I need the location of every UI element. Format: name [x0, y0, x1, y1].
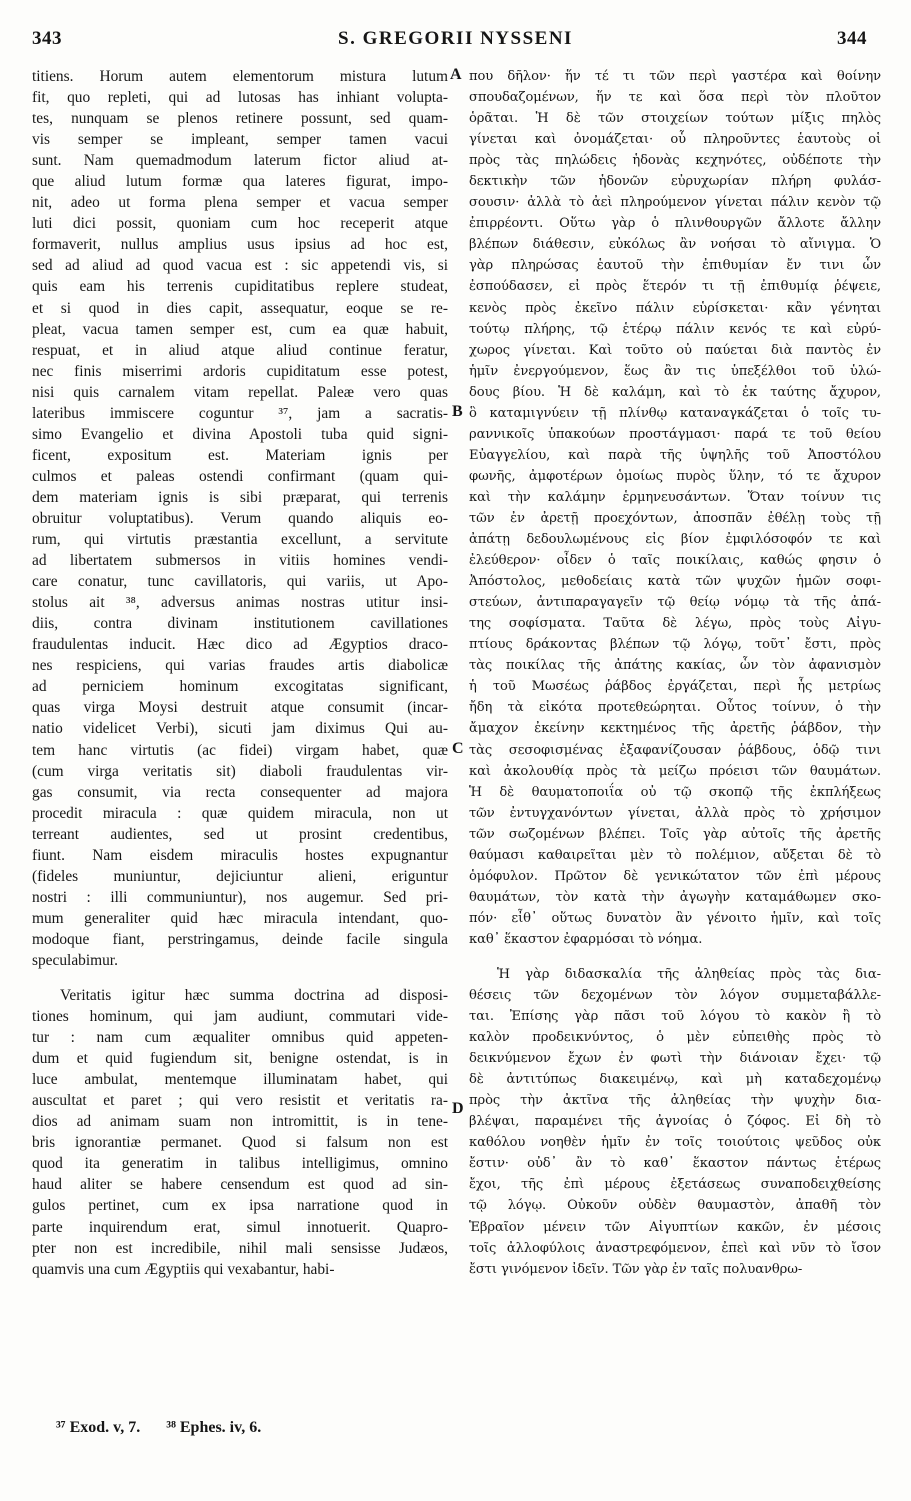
text-line: ficent, expositum est. Materiam ignis per [32, 446, 448, 464]
text-line: rum, qui virtutis præstantia excellunt, a servitute [32, 531, 448, 549]
text-line: sunt. Nam quemadmodum laterum fictor aliud at- [32, 152, 448, 170]
text-line: stolus ait ³⁸, adversus animas nostras utitur insi- [32, 594, 448, 612]
text-line: nit, adeo ut forma plena semper et vacua semper [32, 194, 448, 212]
text-line: haud aliter se habere censendum est quod ad sin- [32, 1176, 448, 1194]
text-line: tur : nam cum æqualiter omnibus quid appeten- [32, 1029, 448, 1047]
text-line: σουσιν· ἀλλὰ τὸ ἀεὶ πληρούμενον γίνεται πάλιν κενὸν τῷ [469, 195, 881, 211]
greek-paragraph-2 [469, 964, 881, 1280]
text-line: ται. Ἐπίσης γὰρ πᾶσι τοῦ λόγου τὸ κακὸν ἢ τὸ [469, 1009, 881, 1025]
text-line: βλέψαι, παραμένει τῆς ἀγνοίας ὁ ζόφος. Εἰ δὴ τὸ [469, 1114, 881, 1130]
text-line: καλὸν προδεικνύντος, ὁ μὲν εὐπειθὴς πρὸς τὸ [469, 1030, 881, 1046]
text-line: ὁρᾶται. Ἡ δὲ τῶν στοιχείων τούτων μίξις πηλὸς [469, 111, 881, 127]
text-line: tiones hominum, qui jam audiunt, commutari vide- [32, 1008, 448, 1026]
footnote-38: ³⁸ Ephes. iv, 6. [166, 1419, 262, 1436]
text-line: στεύων, ἀντιπαραγαγεῖν τῷ θείῳ νόμῳ τὰ τῆς ἀπά- [469, 595, 881, 611]
text-line: gulos pertinet, cum ex ipsa narratione quod in [32, 1197, 448, 1215]
text-line: parte inquirendum erat, simul innotuerit. Quapro- [32, 1218, 448, 1236]
text-line: ἐπιρρέοντι. Οὕτω γὰρ ὁ πλινθουργῶν ἄλλοτε ἄλλην [469, 216, 881, 232]
running-title: S. GREGORII NYSSENI [338, 28, 573, 49]
text-line: fit, quo repleti, qui ad lutosas has inhiant volupta- [32, 89, 448, 107]
text-line: πτίους δράκοντας βλέπων τῷ λόγῳ, τοῦτ᾽ ἔστι, πρὸς [469, 637, 881, 653]
text-line: pleat, vacua tamen semper est, cum ea quæ habuit, [32, 320, 448, 338]
text-line: ad libertatem submersos in vitiis homines vendi- [32, 552, 448, 570]
text-line: bris ignorantiæ permanet. Quod si falsum non est [32, 1134, 448, 1152]
text-line: simo Evangelio et divina Apostoli tuba quid signi- [32, 425, 448, 443]
text-line: που δῆλον· ἥν τέ τι τῶν περὶ γαστέρα καὶ θοίνην [469, 69, 881, 84]
text-line: (fideles muniuntur, dejiciuntur alieni, eriguntur [32, 867, 448, 885]
text-line: quas virga Moysi destruit atque consumit (incar- [32, 699, 448, 717]
page-number-right: 344 [837, 28, 867, 49]
text-line: ἔστιν· οὐδ᾽ ἂν τὸ καθ᾽ ἕκαστον πάντως ἑτέρως [469, 1156, 881, 1172]
text-line: lateribus immiscere coguntur ³⁷, jam a sacratis- [32, 404, 448, 422]
text-line: καθόλου νοηθὲν ἡμῖν ἐν τοῖς τοιούτοις ψεῦδος οὐκ [469, 1135, 881, 1151]
text-line: πρὸς τὰς πηλώδεις ἡδονὰς κεχηνότες, οὐδέποτε τὴν [469, 153, 881, 169]
text-line: procedit miracula : quæ quidem miracula, non ut [32, 804, 448, 822]
text-line: dios ad animam suam non intromittit, is in tene- [32, 1113, 448, 1131]
text-line: formaverit, nullus amplius usus ipsius ad hoc est, [32, 236, 448, 254]
text-line: titiens. Horum autem elementorum mistura lutum [32, 68, 448, 85]
text-line: nisi quis carnalem vitam repellat. Paleæ vero quas [32, 383, 448, 401]
text-line: culmos et paleas ostendi confirmant (quam qui- [32, 467, 448, 485]
text-line: βλέπων διάθεσιν, εὐκόλως ἂν νοήσαι τὸ αἴνιγμα. Ὁ [469, 237, 881, 253]
text-line: respuat, et in aliud atque aliud continue feratur, [32, 341, 448, 359]
section-marker-a: A [450, 66, 462, 83]
text-line: sed ad aliud ad quod vacua est : sic appetendi vis, si [32, 257, 448, 275]
text-line: ad perniciem hominum excogitatas significant, [32, 678, 448, 696]
text-line: tes, nunquam se plenos retinere possunt, sed quam- [32, 110, 448, 128]
text-line: καθ᾽ ἕκαστον ἐφαρμόσαι τὸ νόημα. [469, 931, 703, 947]
section-marker-c: C [452, 740, 464, 757]
greek-paragraph-1 [469, 66, 881, 950]
text-line: πόν· εἶθ᾽ οὕτως δυνατὸν ἂν γένοιτο ἡμῖν, καὶ τοῖς [469, 910, 881, 926]
text-line: κενὸς πρὸς ἐκεῖνο πάλιν εὑρίσκεται· κἂν γένηται [469, 300, 881, 316]
text-line: diis, contra divinam institutionem cavillationes [32, 615, 448, 633]
text-line: σπουδαζομένων, ἥν τε καὶ ὅσα περὶ τὸν πλοῦτον [469, 90, 881, 106]
text-line: nostri : illi communiuntur), nos augemur. Sed pri- [32, 888, 448, 906]
text-line: τὰς ποικίλας τῆς ἀπάτης κακίας, ὧν τὸν ἀφανισμὸν [469, 658, 881, 674]
text-line: τοῖς ἀλλοφύλοις ἀναστρεφόμενον, ἐπεὶ καὶ νῦν τὸ ἴσον [469, 1240, 881, 1256]
text-line: tem hanc virtutis (ac fidei) virgam habet, quæ [32, 741, 448, 759]
text-line: καὶ ἀκολουθίᾳ πρὸς τὰ μείζω πρόεισι τῶν θαυμάτων. [469, 763, 881, 779]
text-line: ὃ καταμιγνύειν τῇ πλίνθῳ καταναγκάζεται ὁ τοῖς τυ- [469, 405, 881, 421]
text-line: fraudulentas inducit. Hæc dico ad Ægyptios draco- [32, 636, 448, 654]
text-line: τὰς σεσοφισμένας ἐξαφανίζουσαν ῥάβδους, ὁδῷ τινι [469, 742, 881, 758]
text-line: Ἡ γὰρ διδασκαλία τῆς ἀληθείας πρὸς τὰς δια- [497, 966, 881, 982]
text-line: que aliud lutum formæ qua lateres figurat, impo- [32, 173, 448, 191]
latin-paragraph-1 [32, 66, 448, 971]
text-line: τῶν σωζομένων βλέπει. Τοῖς γὰρ αὐτοῖς τῆς ἀρετῆς [469, 826, 881, 842]
text-line: speculabimur. [32, 951, 118, 969]
text-line: δεικνύμενον ἔχων ἐν φωτὶ τὴν διάνοιαν ἔχει· τῷ [469, 1051, 881, 1067]
text-line: auscultat et paret ; qui vero resistit et veritatis ra- [32, 1092, 448, 1110]
text-line: ἔστι γινόμενον ἰδεῖν. Τῶν γὰρ ἐν ταῖς πολυανθρω- [469, 1261, 803, 1277]
text-line: ἀπάτῃ δεδουλωμένους εἰς βίον ἐμφιλόσοφόν τε καὶ [469, 532, 881, 548]
latin-column [32, 66, 448, 1280]
text-line: gas consumit, via recta consequenter ad majora [32, 783, 448, 801]
section-marker-d: D [452, 1100, 464, 1117]
footnotes [56, 1419, 283, 1437]
footnote-37: ³⁷ Exod. v, 7. [56, 1419, 141, 1436]
text-line: Ἀπόστολος, μεθοδείαις κατὰ τῶν ψυχῶν ἡμῶν σοφι- [469, 574, 881, 590]
text-line: τῷ λόγῳ. Οὐκοῦν οὐδὲν θαυμαστὸν, ἀπαθῆ τὸν [469, 1198, 881, 1214]
text-line: quamvis una cum Ægyptiis qui vexabantur, habi- [32, 1260, 335, 1278]
text-line: Εὐαγγελίου, καὶ παρὰ τῆς ὑψηλῆς τοῦ Ἀποστόλου [469, 447, 881, 463]
latin-paragraph-2 [32, 985, 448, 1280]
text-line: luce ambulat, mentemque illuminatam habet, qui [32, 1071, 448, 1089]
text-line: θέσεις τῶν δεχομένων τὸν λόγον συμμεταβάλλε- [469, 988, 881, 1004]
text-line: ὁμόφυλον. Πρῶτον δὲ γενικώτατον τῶν ἐπὶ μέρους [469, 868, 881, 884]
section-marker-b: B [452, 403, 463, 420]
text-line: τῶν ἐντυγχανόντων γίνεται, ἀλλὰ πρὸς τὸ χρήσιμον [469, 805, 881, 821]
text-line: ἔχοι, τῆς ἐπὶ μέρους ἐξετάσεως συναποδειχθείσης [469, 1177, 881, 1193]
text-line: pter non est incredibile, nihil mali sensisse Judæos, [32, 1239, 448, 1257]
text-line: ἡ τοῦ Μωσέως ῥάβδος ἐργάζεται, περὶ ἧς μετρίως [469, 679, 881, 695]
text-line: γίνεται καὶ ὀνομάζεται· οὗ πληροῦντες ἑαυτοὺς οἱ [469, 132, 881, 148]
text-line: et si quod in dies capit, assequatur, eoque se re- [32, 299, 448, 317]
text-line: nec finis miserrimi ardoris cupiditatum esse potest, [32, 362, 448, 380]
text-line: ἤδη τὰ εἰκότα προτεθεώρηται. Οὗτος τοίνυν, ὁ τὴν [469, 700, 881, 716]
text-line: fiunt. Nam eisdem miraculis hostes expugnantur [32, 846, 448, 864]
text-line: ραννικοῖς ὑπακούων προστάγμασι· παρά τε τοῦ θείου [469, 426, 881, 442]
text-line: ἄμαχον ἐκείνην κεκτημένος τῆς ἀρετῆς ῥάβδον, τὴν [469, 721, 881, 737]
text-line: care conatur, tunc cavillatoris, qui variis, ut Apo- [32, 573, 448, 591]
page-number-left: 343 [32, 28, 62, 49]
text-line: dem materiam ignis is sibi præparat, qui terrenis [32, 488, 448, 506]
text-line: θαύμασι καθαιρεῖται μὲν τὸ πολέμιον, αὔξεται δὲ τὸ [469, 847, 881, 863]
text-line: natio videlicet Verbi), sicuti jam diximus Qui au- [32, 720, 448, 738]
text-line: θαυμάτων, τὸν κατὰ τὴν ἀγωγὴν καταμάθωμεν σκο- [469, 889, 881, 905]
text-line: vis semper se impleant, semper tamen vacui [32, 131, 448, 149]
greek-column [469, 66, 881, 1280]
text-line: τούτῳ πλήρης, τῷ ἑτέρῳ πάλιν κενός τε καὶ εὐρύ- [469, 321, 881, 337]
text-line: dum et quid fugiendum sit, benigne ostendat, is in [32, 1050, 448, 1068]
text-line: φωνῆς, ἀμφοτέρων ὁμοίως πυρὸς ὕλην, τό τε ἄχυρον [469, 468, 881, 484]
text-line: (cum virga veritatis sit) diaboli fraudulentas vir- [32, 762, 448, 780]
text-line: obruitur voluptatibus). Verum quando aliquis eo- [32, 509, 448, 527]
text-line: τῶν ἐν ἀρετῇ προεχόντων, ἀποσπᾶν ἐθέλῃ τοὺς τῇ [469, 510, 881, 526]
text-line: quod ita generatim in talibus intelligimus, omnino [32, 1155, 448, 1173]
text-line: ἐλεύθερον· οἶδεν ὁ ταῖς ποικίλαις, καθώς φησιν ὁ [469, 553, 881, 569]
text-line: Ἑβραῖον μένειν τῶν Αἰγυπτίων κακῶν, ἐν μέσοις [469, 1219, 881, 1235]
text-line: Veritatis igitur hæc summa doctrina ad disposi- [60, 987, 448, 1005]
text-line: quis eam his terrenis cupiditatibus replere studeat, [32, 278, 448, 296]
text-line: πρὸς τὴν ἀκτῖνα τῆς ἀληθείας τὴν ψυχὴν δια- [469, 1093, 881, 1109]
text-line: terreant audientes, sed ut prosint credentibus, [32, 825, 448, 843]
text-line: καὶ τὴν καλάμην ἑρμηνευσάντων. Ὅταν τοίνυν τις [469, 489, 881, 505]
text-line: χωρος γίνεται. Καὶ τοῦτο οὐ παύεται διὰ παντὸς ἐν [469, 342, 881, 358]
text-line: Ἡ δὲ θαυματοποιΐα οὐ τῷ σκοπῷ τῆς ἐκπλήξεως [469, 784, 881, 800]
text-line: luti dici possit, quoniam cum hoc receperit atque [32, 215, 448, 233]
text-line: nes respiciens, qui varias fraudes artis diabolicæ [32, 657, 448, 675]
text-line: της σοφίσματα. Ταῦτα δὲ λέγω, πρὸς τοὺς Αἰγυ- [469, 616, 881, 632]
text-line: ἡμῖν ἐνεργούμενον, ἕως ἂν τις ὑπεξέλθοι τοῦ ὑλώ- [469, 363, 881, 379]
text-line: mum generaliter quid hæc miracula intendant, quo- [32, 909, 448, 927]
text-line: γὰρ πληρώσας ἑαυτοῦ τὴν ἐπιθυμίαν ἔν τινι ὧν [469, 258, 881, 274]
text-line: δεκτικὴν τῶν ἡδονῶν εὐρυχωρίαν πλήρη φυλάσ- [469, 174, 881, 190]
text-line: δὲ ἀντιτύπως διακειμένῳ, καὶ μὴ καταδεχομένῳ [469, 1072, 881, 1088]
text-line: δους βίου. Ἡ δὲ καλάμη, καὶ τὸ ἐκ ταύτης ἄχυρον, [469, 384, 881, 400]
text-line: modoque fiant, perstringamus, deinde facile singula [32, 930, 448, 948]
text-line: ἐσπούδασεν, εἰ πρὸς ἕτερόν τι τῇ ἐπιθυμίᾳ ῥέψειε, [469, 279, 881, 295]
